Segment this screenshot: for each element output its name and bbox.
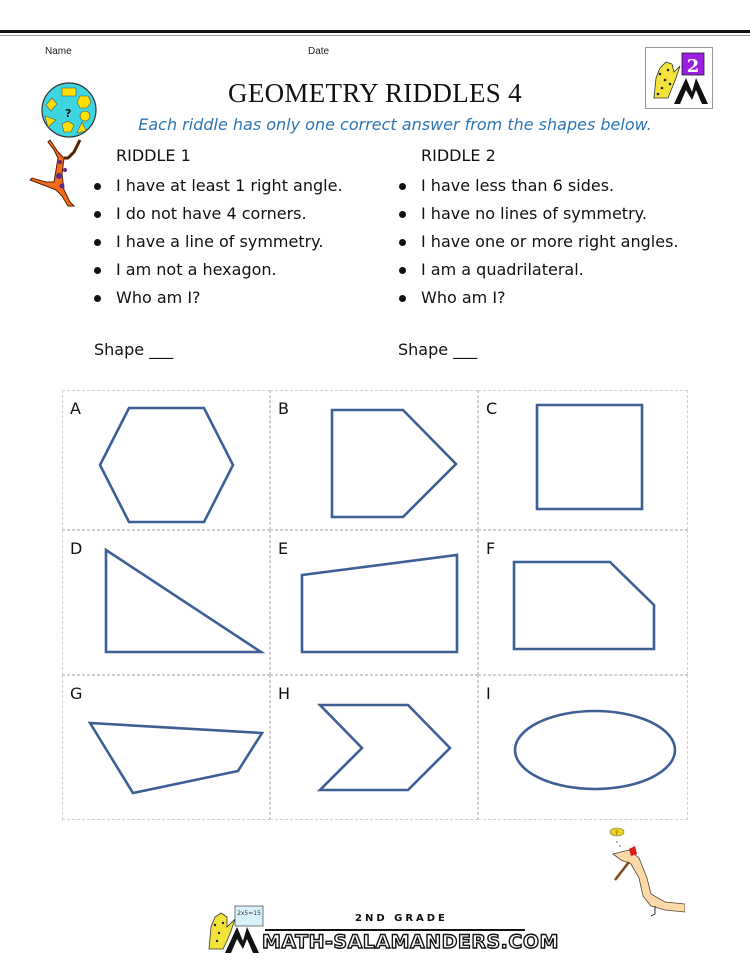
- shape-cell-a: [62, 390, 270, 530]
- clue: I have at least 1 right angle.: [92, 172, 343, 200]
- shape-cell-c: [478, 390, 688, 530]
- salamander-pencil-icon: [585, 822, 685, 922]
- riddle-1-clues: [92, 172, 343, 312]
- riddle-2-title: RIDDLE 2: [421, 146, 496, 165]
- riddle-2-clues: [397, 172, 678, 312]
- bullet-icon: [94, 295, 101, 302]
- shape-cell-b: [270, 390, 478, 530]
- shape-cell-i: [478, 675, 688, 820]
- clue: I have one or more right angles.: [397, 228, 678, 256]
- grade-badge-logo: [645, 47, 713, 109]
- date-label: Date: [308, 46, 330, 57]
- clue: Who am I?: [92, 284, 343, 312]
- name-label: Name: [45, 46, 72, 57]
- riddle-2-answer-field[interactable]: Shape ___: [398, 340, 478, 359]
- shape-label: B: [278, 399, 289, 418]
- top-rule: [0, 30, 750, 33]
- shape-cell-h: [270, 675, 478, 820]
- bullet-icon: [399, 295, 406, 302]
- bullet-icon: [94, 183, 101, 190]
- footer-grade: 2ND GRADE: [355, 913, 448, 924]
- shape-cell-d: [62, 530, 270, 675]
- shape-label: G: [70, 684, 83, 703]
- clue: I do not have 4 corners.: [92, 200, 343, 228]
- clue: I have no lines of symmetry.: [397, 200, 678, 228]
- clue: I have less than 6 sides.: [397, 172, 678, 200]
- bullet-icon: [94, 211, 101, 218]
- bullet-icon: [94, 267, 101, 274]
- shape-cell-g: [62, 675, 270, 820]
- riddle-2: [397, 144, 678, 312]
- riddle-1-answer-field[interactable]: Shape ___: [94, 340, 174, 359]
- shapes-grid: [62, 390, 688, 820]
- riddle-1-title: RIDDLE 1: [116, 146, 191, 165]
- clue: I have a line of symmetry.: [92, 228, 343, 256]
- page-subtitle: Each riddle has only one correct answer from the shapes below.: [138, 115, 652, 134]
- top-rule-shadow: [0, 35, 750, 36]
- shape-label: H: [278, 684, 291, 703]
- bullet-icon: [399, 211, 406, 218]
- page-title: GEOMETRY RIDDLES 4: [228, 78, 522, 108]
- bullet-icon: [399, 267, 406, 274]
- shape-label: A: [70, 399, 81, 418]
- riddle-1: [92, 144, 343, 312]
- svg-text:?: ?: [615, 830, 619, 837]
- shape-label: F: [486, 539, 496, 558]
- svg-text:?: ?: [65, 107, 72, 120]
- svg-text:2: 2: [686, 56, 700, 77]
- shape-label: E: [278, 539, 289, 558]
- shape-cell-f: [478, 530, 688, 675]
- shape-label: C: [486, 399, 498, 418]
- bullet-icon: [94, 239, 101, 246]
- shape-label: I: [486, 684, 491, 703]
- shape-label: D: [70, 539, 83, 558]
- clue: I am a quadrilateral.: [397, 256, 678, 284]
- bullet-icon: [399, 239, 406, 246]
- clue: Who am I?: [397, 284, 678, 312]
- shape-cell-e: [270, 530, 478, 675]
- clue: I am not a hexagon.: [92, 256, 343, 284]
- bullet-icon: [399, 183, 406, 190]
- footer-site-link[interactable]: MATH-SALAMANDERS.COM: [262, 931, 559, 953]
- svg-text:2x5=15: 2x5=15: [237, 910, 261, 917]
- salamander-easel-icon: [646, 48, 712, 108]
